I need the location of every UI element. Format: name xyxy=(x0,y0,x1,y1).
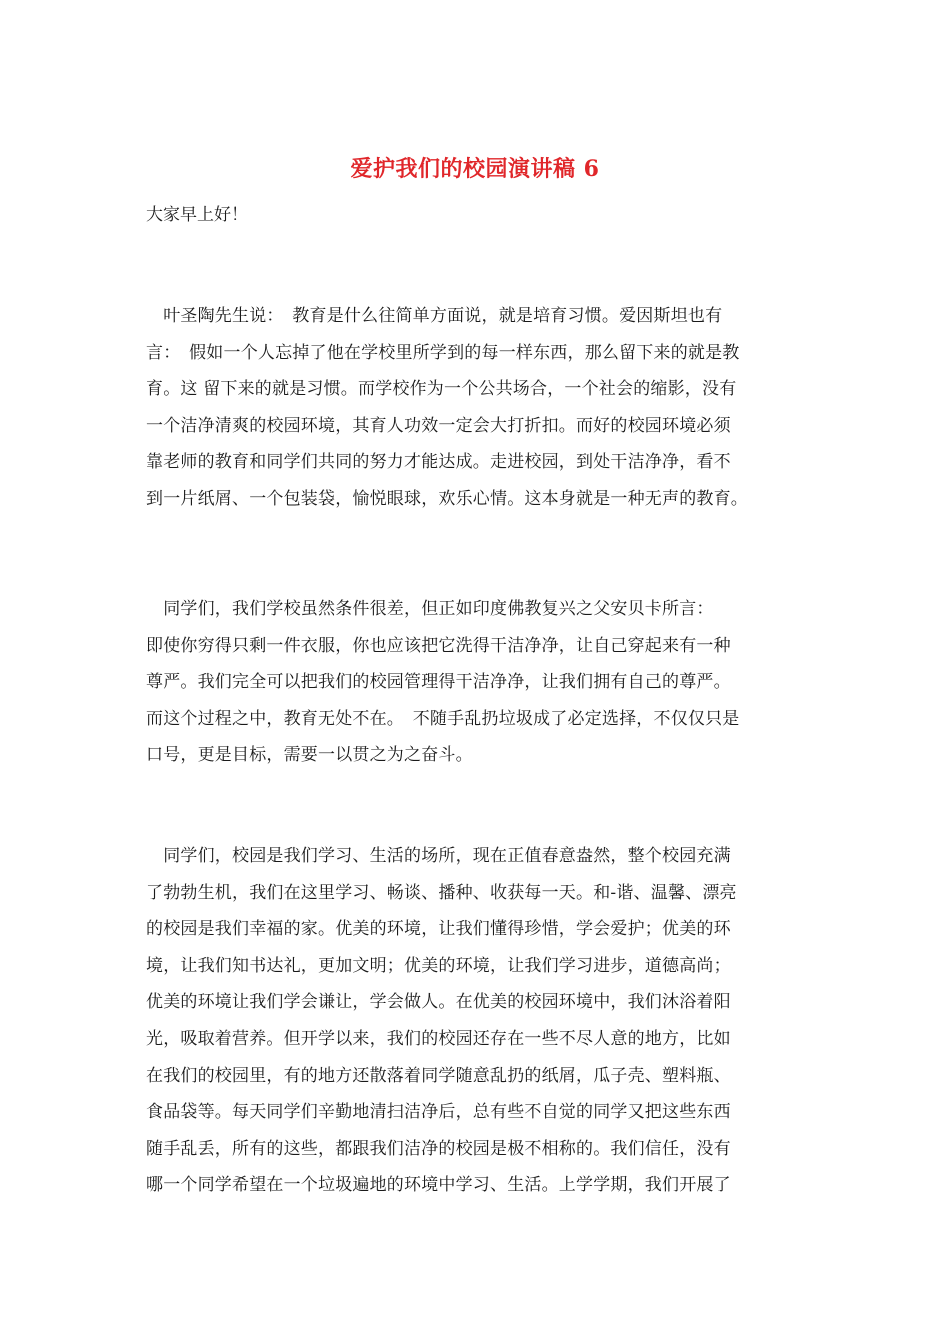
paragraph-line: 一个洁净清爽的校园环境，其育人功效一定会大打折扣。而好的校园环境必须 xyxy=(146,415,731,436)
paragraph-line: 随手乱丢，所有的这些，都跟我们洁净的校园是极不相称的。我们信任，没有 xyxy=(146,1138,731,1159)
paragraph-line: 同学们，我们学校虽然条件很差，但正如印度佛教复兴之父安贝卡所言： xyxy=(146,599,714,619)
paragraph-1 xyxy=(146,298,806,518)
paragraph-line: 光，吸取着营养。但开学以来，我们的校园还存在一些不尽人意的地方，比如 xyxy=(146,1028,731,1049)
paragraph-line: 靠老师的教育和同学们共同的努力才能达成。走进校园，到处干洁净净，看不 xyxy=(146,452,731,473)
paragraph-line: 哪一个同学希望在一个垃圾遍地的环境中学习、生活。上学学期，我们开展了 xyxy=(146,1175,731,1196)
paragraph-line: 即使你穷得只剩一件衣服，你也应该把它洗得干洁净净，让自己穿起来有一种 xyxy=(146,635,731,656)
greeting-text: 大家早上好！ xyxy=(146,205,248,225)
paragraph-line: 优美的环境让我们学会谦让，学会做人。在优美的校园环境中，我们沐浴着阳 xyxy=(146,992,731,1013)
document-title: 爱护我们的校园演讲稿 6 xyxy=(350,156,600,182)
paragraph-line: 尊严。我们完全可以把我们的校园管理得干洁净净，让我们拥有自己的尊严。 xyxy=(146,672,731,693)
paragraph-line: 的校园是我们幸福的家。优美的环境，让我们懂得珍惜，学会爱护；优美的环 xyxy=(146,919,731,940)
paragraph-line: 在我们的校园里，有的地方还散落着同学随意乱扔的纸屑，瓜子壳、塑料瓶、 xyxy=(146,1065,731,1086)
paragraph-line: 境，让我们知书达礼，更加文明；优美的环境，让我们学习进步，道德高尚； xyxy=(146,955,731,976)
paragraph-line: 同学们，校园是我们学习、生活的场所，现在正值春意盎然，整个校园充满 xyxy=(146,846,731,866)
paragraph-line: 了勃勃生机，我们在这里学习、畅谈、播种、收获每一天。和-谐、温馨、漂亮 xyxy=(146,882,737,903)
paragraph-line: 口号，更是目标，需要一以贯之为之奋斗。 xyxy=(146,745,473,766)
paragraph-2 xyxy=(146,591,806,774)
paragraph-3 xyxy=(146,838,806,1204)
paragraph-line: 到一片纸屑、一个包装袋，愉悦眼球，欢乐心情。这本身就是一种无声的教育。 xyxy=(146,488,748,509)
paragraph-line: 言： 假如一个人忘掉了他在学校里所学到的每一样东西，那么留下来的就是教 xyxy=(146,342,740,363)
paragraph-line: 而这个过程之中，教育无处不在。 不随手乱扔垃圾成了必定选择，不仅仅只是 xyxy=(146,708,740,729)
paragraph-line: 叶圣陶先生说： 教育是什么往简单方面说，就是培育习惯。爱因斯坦也有 xyxy=(146,306,723,326)
paragraph-line: 食品袋等。每天同学们辛勤地清扫洁净后，总有些不自觉的同学又把这些东西 xyxy=(146,1102,731,1123)
paragraph-line: 育。这 留下来的就是习惯。而学校作为一个公共场合，一个社会的缩影，没有 xyxy=(146,379,737,400)
